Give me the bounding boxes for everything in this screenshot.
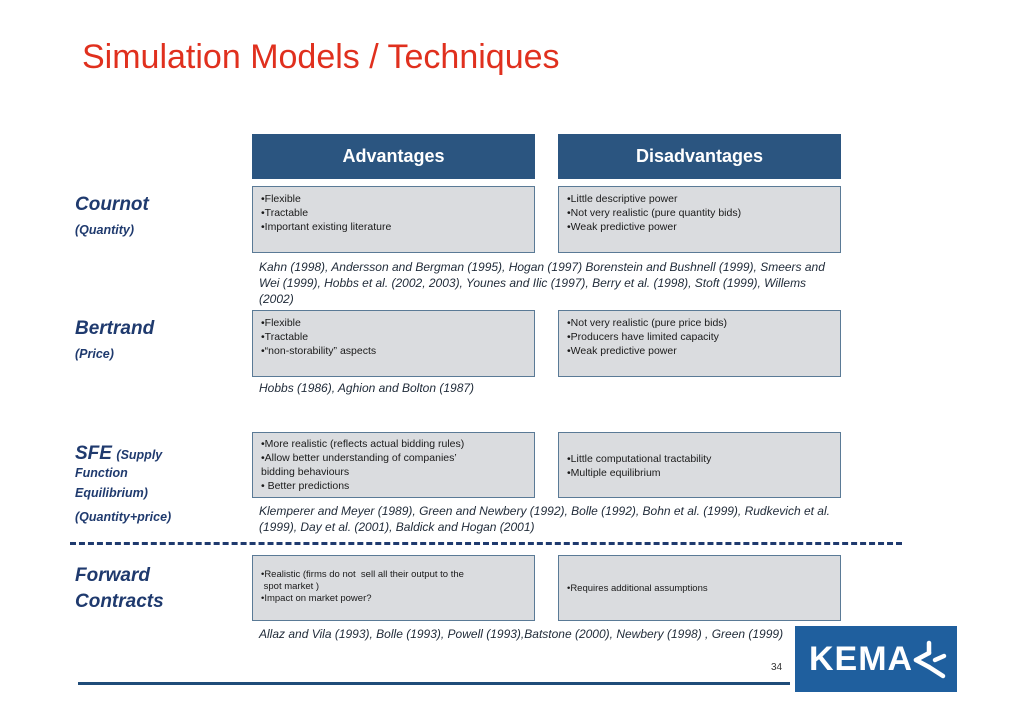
list-item: • Better predictions (261, 480, 350, 492)
list-item: •Little descriptive power (567, 193, 678, 205)
list-item: •Not very realistic (pure price bids) (567, 317, 728, 329)
forward-disadvantages-box (558, 555, 841, 621)
logo-text: KEMA (809, 640, 914, 678)
kema-mark-icon (913, 640, 947, 680)
list-item: bidding behaviours (261, 466, 350, 478)
model-label-bertrand (75, 317, 154, 361)
list-item: •More realistic (reflects actual bidding rules) (261, 438, 465, 450)
model-subtitle: Equilibrium) (75, 486, 148, 500)
forward-references: Allaz and Vila (1993), Bolle (1993), Powell (1993),Batstone (2000), Newbery (1998) , Green (1999) (259, 627, 784, 641)
list-item: •Not very realistic (pure quantity bids) (567, 207, 742, 219)
sfe-references: Klemperer and Meyer (1989), Green and Newbery (1992), Bolle (1992), Bohn et al. (1999), Rudkevich et al. (1999), Day et al. (2001), Baldick and Hogan (2001) (259, 504, 830, 534)
page-number: 34 (771, 662, 783, 673)
sfe-disadvantages-box (558, 432, 841, 498)
list-item: •Weak predictive power (567, 345, 677, 357)
list-item: •Important existing literature (261, 221, 392, 233)
model-name: Bertrand (75, 318, 155, 339)
list-item: •Requires additional assumptions (567, 582, 708, 594)
disadvantages-header: Disadvantages (558, 134, 841, 179)
model-subtitle: (Quantity) (75, 223, 135, 237)
list-item: •Impact on market power? (261, 593, 372, 604)
model-name: Cournot (75, 194, 149, 215)
model-name: Contracts (75, 591, 164, 612)
footer-rule (78, 682, 790, 685)
cournot-references: Kahn (1998), Andersson and Bergman (1995), Hogan (1997) Borenstein and Bushnell (1999), Smeers and Wei (1999), Hobbs et al. (2002, 2003), Younes and Ilic (1997), Berry et al. (1998), Stoft (1999), Willems (2002) (259, 260, 825, 306)
list-item: •Allow better understanding of companies’ (261, 452, 457, 464)
model-label-cournot (75, 193, 149, 237)
model-label-forward-contracts (75, 564, 164, 614)
list-item: •Flexible (261, 193, 301, 205)
list-item: •Realistic (firms do not sell all their output to the (261, 569, 464, 580)
bertrand-references: Hobbs (1986), Aghion and Bolton (1987) (259, 381, 475, 395)
bertrand-advantages-box (252, 310, 535, 377)
list-item: •Tractable (261, 331, 309, 343)
model-name: SFE (75, 443, 112, 464)
list-item: •Little computational tractability (567, 452, 712, 465)
model-name: Forward (75, 565, 150, 586)
slide-title: Simulation Models / Techniques (82, 38, 560, 76)
model-subtitle: Function (75, 466, 128, 480)
list-item: •Flexible (261, 317, 301, 329)
kema-logo (795, 626, 957, 692)
model-subtitle: (Supply (116, 448, 163, 462)
sfe-advantages-box (252, 432, 535, 498)
list-item: •Tractable (261, 207, 309, 219)
list-item: •“non-storability” aspects (261, 345, 377, 357)
cournot-disadvantages-box (558, 186, 841, 253)
bertrand-disadvantages-box (558, 310, 841, 377)
list-item: •Weak predictive power (567, 221, 677, 233)
list-item: •Multiple equilibrium (567, 466, 661, 479)
list-item: spot market ) (261, 581, 320, 592)
list-item: •Producers have limited capacity (567, 331, 719, 343)
model-label-sfe (75, 442, 171, 524)
section-divider (70, 542, 902, 545)
advantages-header: Advantages (252, 134, 535, 179)
cournot-advantages-box (252, 186, 535, 253)
model-subtitle: (Price) (75, 347, 114, 361)
forward-advantages-box (252, 555, 535, 621)
model-subtitle: (Quantity+price) (75, 510, 172, 524)
